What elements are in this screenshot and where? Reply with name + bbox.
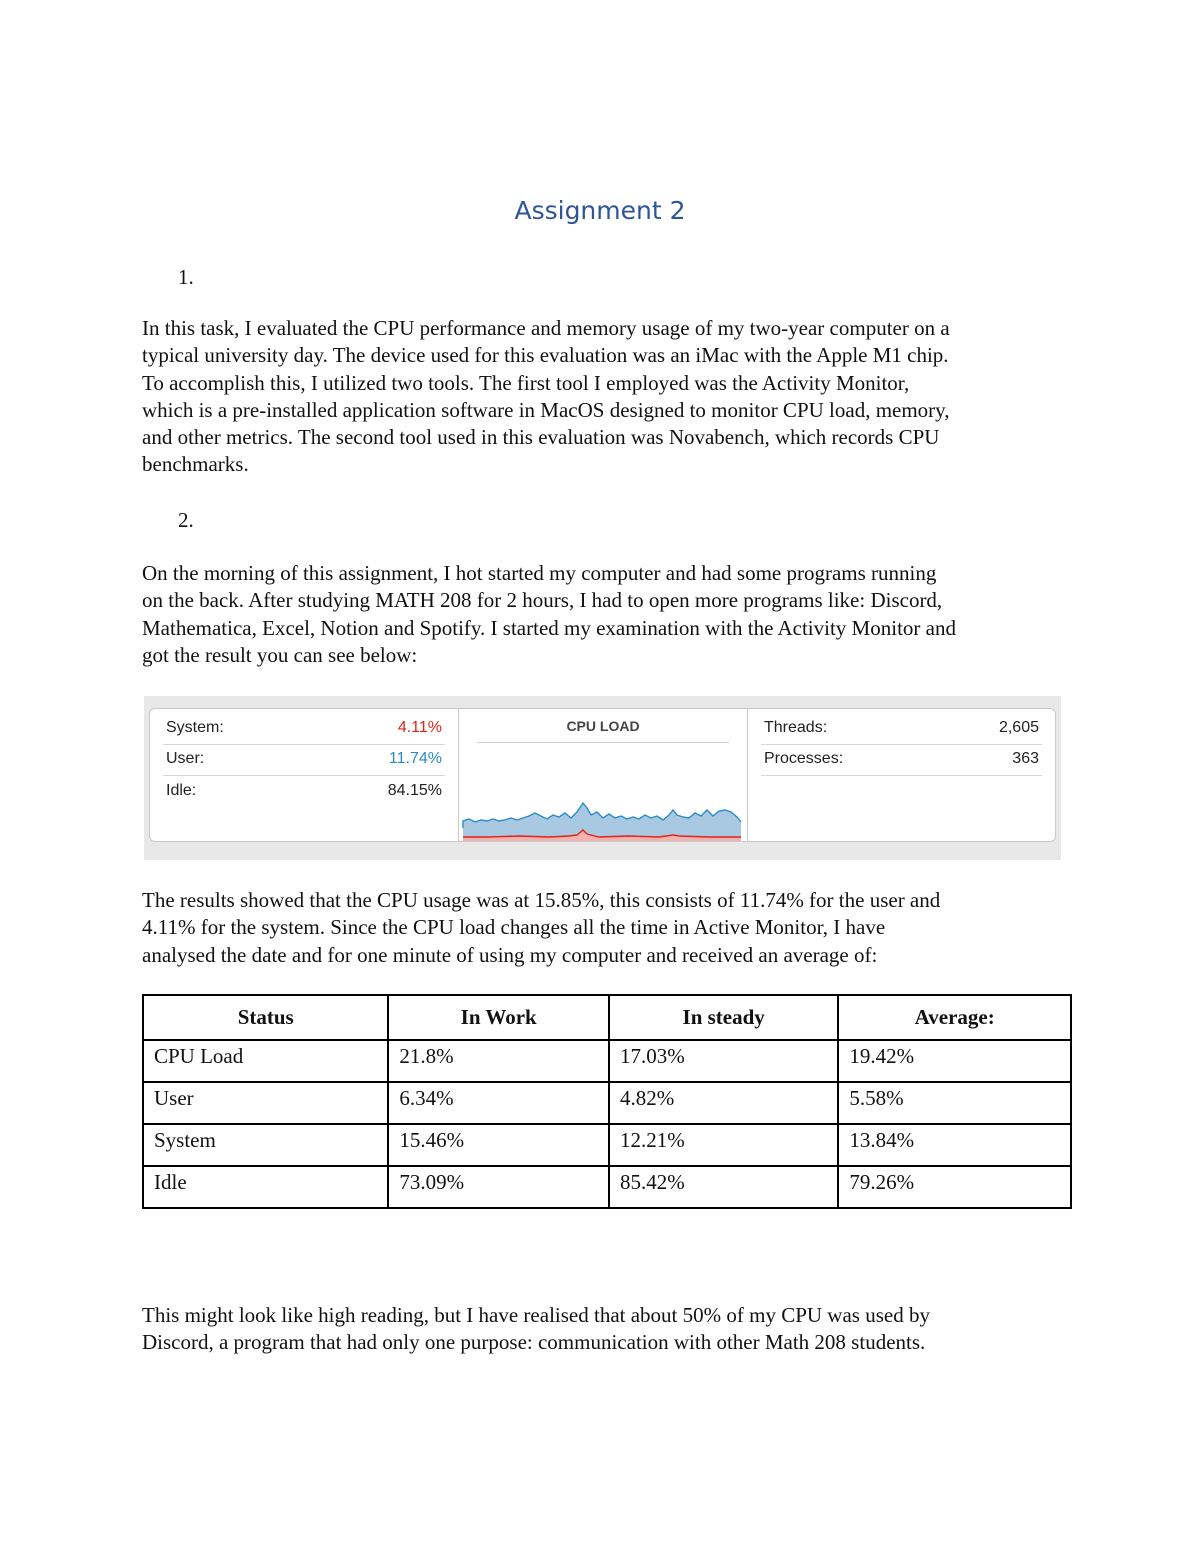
paragraph-morning	[142, 560, 1072, 669]
table-cell: 79.26%	[838, 1166, 1071, 1208]
text-line: typical university day. The device used for this evaluation was an iMac with the Apple M1 chip.	[142, 343, 949, 368]
text-line: Discord, a program that had only one purpose: communication with other Math 208 students.	[142, 1330, 926, 1355]
text-line: and other metrics. The second tool used in this evaluation was Novabench, which records CPU	[142, 425, 940, 450]
table-cell: 17.03%	[609, 1040, 838, 1082]
user-load-area	[463, 803, 741, 841]
table-row	[143, 1166, 1071, 1208]
list-number-2: 2.	[178, 508, 194, 532]
processes-label: Processes:	[764, 750, 844, 767]
paragraph-intro	[142, 315, 1072, 479]
text-line: got the result you can see below:	[142, 642, 418, 667]
user-row	[163, 744, 445, 776]
table-cell: 4.82%	[609, 1082, 838, 1124]
cpu-percent-panel	[149, 708, 459, 842]
table-header-row	[143, 995, 1071, 1040]
table-cell: 5.58%	[838, 1082, 1071, 1124]
text-line: analysed the date and for one minute of using my computer and received an average of:	[142, 942, 878, 967]
system-label: System:	[166, 719, 224, 736]
table-row	[143, 1040, 1071, 1082]
text-line: 4.11% for the system. Since the CPU load changes all the time in Active Monitor, I have	[142, 915, 886, 940]
table-cell: 85.42%	[609, 1166, 838, 1208]
table-cell: 73.09%	[388, 1166, 609, 1208]
cpu-load-panel	[459, 708, 747, 842]
text-line: on the back. After studying MATH 208 for 2 hours, I had to open more programs like: Discord,	[142, 588, 943, 613]
system-row	[163, 713, 445, 745]
threads-row	[761, 713, 1042, 745]
text-line: On the morning of this assignment, I hot started my computer and had some programs running	[142, 561, 937, 585]
table-cell: 6.34%	[388, 1082, 609, 1124]
idle-label: Idle:	[166, 782, 197, 799]
user-value: 11.74%	[388, 750, 442, 767]
threads-panel	[747, 708, 1056, 842]
table-cell: 12.21%	[609, 1124, 838, 1166]
text-line: In this task, I evaluated the CPU performance and memory usage of my two-year computer on a	[142, 316, 950, 340]
table-cell: System	[143, 1124, 388, 1166]
cpu-load-graph	[459, 709, 747, 843]
user-label: User:	[166, 750, 205, 767]
table-cell: User	[143, 1082, 388, 1124]
cpu-load-title: CPU LOAD	[477, 718, 729, 743]
activity-monitor-screenshot	[144, 696, 1061, 860]
idle-row	[163, 776, 445, 807]
list-number-1: 1.	[178, 265, 194, 289]
table-cell: 19.42%	[838, 1040, 1071, 1082]
table-cell: CPU Load	[143, 1040, 388, 1082]
system-value: 4.11%	[397, 719, 442, 736]
text-line: Mathematica, Excel, Notion and Spotify. I started my examination with the Activity Monitor and	[142, 615, 956, 640]
table-header: In Work	[388, 995, 609, 1040]
idle-value: 84.15%	[387, 782, 442, 799]
table-cell: Idle	[143, 1166, 388, 1208]
page-title: Assignment 2	[514, 196, 686, 225]
table-cell: 15.46%	[388, 1124, 609, 1166]
table-header: Status	[143, 995, 388, 1040]
table-cell: 21.8%	[388, 1040, 609, 1082]
processes-value: 363	[1012, 750, 1039, 767]
cpu-usage-table	[142, 994, 1072, 1209]
text-line: The results showed that the CPU usage was at 15.85%, this consists of 11.74% for the user and	[142, 888, 941, 912]
processes-row	[761, 744, 1042, 776]
paragraph-closing	[142, 1302, 1072, 1357]
threads-value: 2,605	[998, 719, 1039, 736]
threads-label: Threads:	[764, 719, 828, 736]
table-row	[143, 1124, 1071, 1166]
text-line: This might look like high reading, but I have realised that about 50% of my CPU was used by	[142, 1303, 930, 1327]
table-header: Average:	[838, 995, 1071, 1040]
table-row	[143, 1082, 1071, 1124]
table-cell: 13.84%	[838, 1124, 1071, 1166]
table-header: In steady	[609, 995, 838, 1040]
text-line: which is a pre-installed application software in MacOS designed to monitor CPU load, memory,	[142, 397, 950, 422]
text-line: To accomplish this, I utilized two tools. The first tool I employed was the Activity Monitor,	[142, 370, 910, 395]
text-line: benchmarks.	[142, 452, 249, 477]
paragraph-results	[142, 887, 1072, 969]
